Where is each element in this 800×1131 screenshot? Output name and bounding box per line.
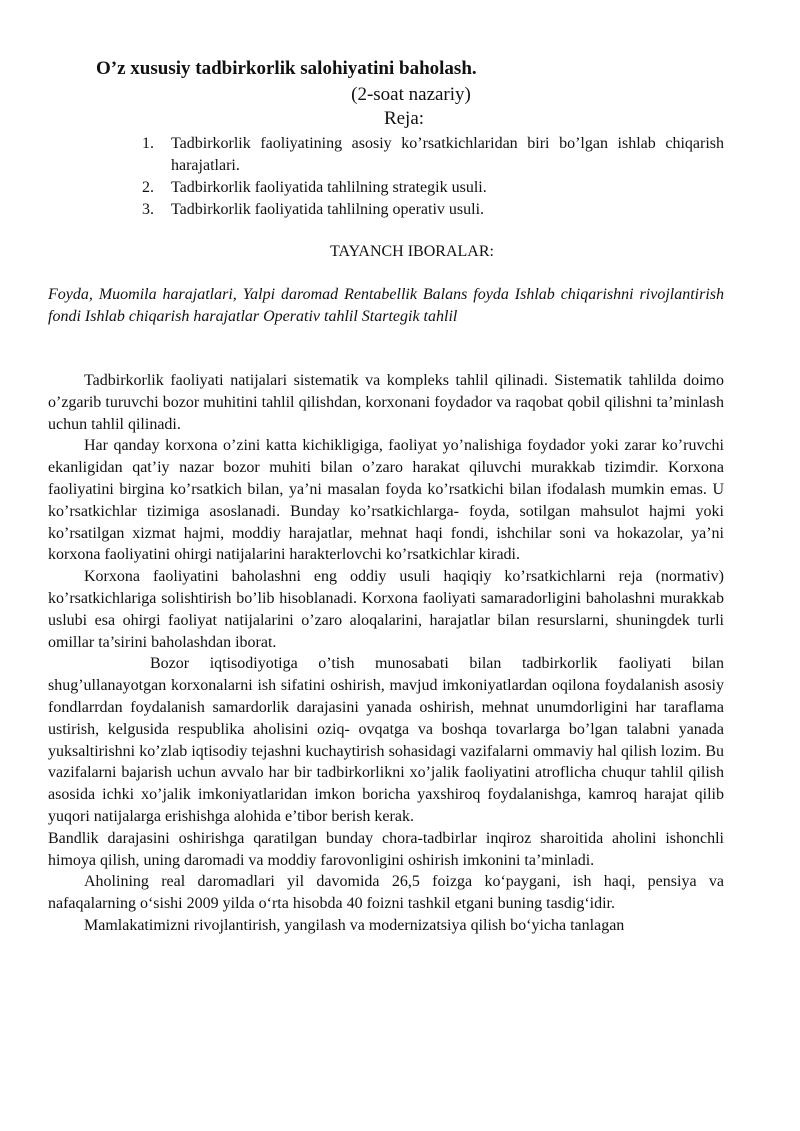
- plan-item-text: Tadbirkorlik faoliyatida tahlilning operativ usuli.: [171, 201, 485, 218]
- keywords-text: Foyda, Muomila harajatlari, Yalpi daromad Rentabellik Balans foyda Ishlab chiqarishni rivojlantirish fondi Ishlab chiqarish harajatlar Operativ tahlil Startegik tahlil: [48, 286, 724, 325]
- paragraph: Bozor iqtisodiyotiga o’tish munosabati bilan tadbirkorlik faoliyati bilan shug’ullanayotgan korxonalarni ish sifatini oshirish, mavjud imkoniyatlardan oqilona foydalanish asosiy fondlarrdan foydalanish samardorlik darajasini yanada oshirish, mehnat unumdorligini har taraflama ustirish, kelgusida respublika aholisini oziq- ovqatga va boshqa tovarlarga bo’lgan talabni yanada yuksaltirishni ko’zlab iqtisodiy tejashni kuchaytirish sohasidagi vazifalarni ommaviy hal qilish lozim. Bu vazifalarni bajarish uchun avvalo har bir tadbirkorlikni xo’jalik faoliyatini atroflicha chuqur tahlil qilish asosida ichki xo’jalik imkoniyatlaridan imkon boricha yaxshiroq foydalanishga, kamroq harajat qilib yuqori natijalarga erishishga alohida e’tibor berish kerak.: [48, 655, 724, 825]
- plan-item: [142, 133, 724, 177]
- plan-list: [142, 133, 724, 221]
- document-subtitle: (2-soat nazariy): [351, 84, 471, 105]
- plan-item-text: Tadbirkorlik faoliyatida tahlilning strategik usuli.: [171, 179, 487, 196]
- plan-item: [142, 177, 724, 199]
- paragraph: Mamlakatimizni rivojlantirish, yangilash va modernizatsiya qilish bo‘yicha tanlagan: [84, 916, 625, 934]
- plan-item-number: 2.: [142, 179, 154, 196]
- plan-item-number: 1.: [142, 135, 154, 152]
- keywords-heading: TAYANCH IBORALAR:: [330, 243, 494, 260]
- plan-item-text: Tadbirkorlik faoliyatining asosiy ko’rsatkichlaridan biri bo’lgan ishlab chiqarish harajatlari.: [171, 135, 724, 174]
- plan-heading: Reja:: [383, 108, 425, 129]
- paragraph: Tadbirkorlik faoliyati natijalari sistematik va kompleks tahlil qilinadi. Sistematik tahlilda doimo o’zgarib turuvchi bozor muhitini tahlil qilishdan, korxonani foydador va raqobat qobil qilishni ta’minlash uchun tahlil qilinadi.: [48, 372, 724, 433]
- paragraph: Har qanday korxona o’zini katta kichikligiga, faoliyat yo’nalishiga foydador yoki zarar ko’ruvchi ekanligidan qat’iy nazar bozor muhiti bilan o’zaro harakat qiluvchi murakkab tizimdir. Korxona faoliyatini birgina ko’rsatkich bilan, ya’ni masalan foyda ko’rsatkichi bilan ifodalash mumkin emas. U ko’rsatkichlar tizimiga asoslanadi. Bunday ko’rsatkichlarga- foyda, sotilgan mahsulot hajmi yoki ko’rsatilgan xizmat hajmi, moddiy harajatlar, mehnat haqi fondi, ishchilar soni va hokazolar, ya’ni korxona faoliyatini ohirgi natijalarini harakterlovchi ko’rsatkichlar kiradi.: [48, 437, 724, 564]
- plan-item-number: 3.: [142, 201, 154, 218]
- paragraph: Aholining real daromadlari yil davomida 26,5 foizga ko‘paygani, ish haqi, pensiya va nafaqalarning o‘sishi 2009 yilda o‘rta hisobda 40 foizni tashkil etgani buning tasdig‘idir.: [48, 873, 724, 913]
- paragraph: Korxona faoliyatini baholashni eng oddiy usuli haqiqiy ko’rsatkichlarni reja (normativ) ko’rsatkichlariga solishtirish bo’lib hisoblanadi. Korxona faoliyati samaradorligini baholashni murakkab uslubi esa ohirgi faoliyat natijalarini o’zaro aloqalarini, harajatlar bilan resurslarni, shuningdek turli omillar ta’sirini baholashdan iborat.: [48, 568, 724, 651]
- plan-item: [142, 199, 724, 221]
- document-title: O’z xususiy tadbirkorlik salohiyatini baholash.: [96, 58, 477, 79]
- body-text: [48, 370, 724, 937]
- paragraph: Bandlik darajasini oshirishga qaratilgan bunday chora-tadbirlar inqiroz sharoitida aholini ishonchli himoya qilish, uning daromadi va moddiy farovonligini oshirish imkonini ta’minladi.: [48, 829, 724, 869]
